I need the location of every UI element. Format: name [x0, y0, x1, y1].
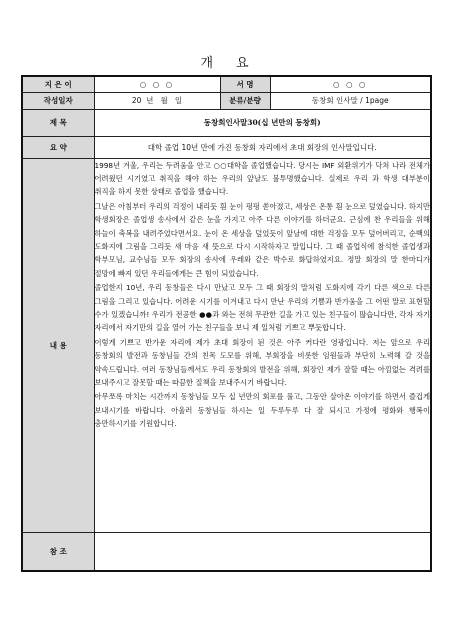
title-right-char: 요: [236, 56, 250, 71]
content-label: 내 용: [22, 158, 94, 532]
date-value: 20 년 월 일: [94, 92, 220, 109]
summary-label: 요 약: [22, 136, 94, 158]
content-paragraph: 이렇게 기쁘고 반가운 자리에 제가 초대 회장이 된 것은 아주 커다란 영광입니다. 저는 앞으로 우리 동창회의 발전과 동창님들 간의 친목 도모를 위해, 부회장을 비롯한 임원들과 부단히 노력해 갈 것을 약속드립니다. 여러 동창님들께서도 우리 동창회의 발전을 위해, 회장인 제가 잘할 때는 아낌없는 격려를 보내주시고 잘못할 때는 따끔한 질책을 보내주시기 바랍니다.: [94, 337, 430, 387]
title-left-char: 개: [200, 56, 214, 71]
content-paragraph: 1998년 겨울, 우리는 두려움을 안고 ○○대학을 졸업했습니다. 당시는 IMF 외환위기가 닥쳐 나라 전체가 어려웠던 시기였고 취직을 해야 하는 우리의 앞날도 불투명했습니다. 실제로 우리 과 학생 대부분이 취직을 하지 못한 상태로 졸업을 했습니다.: [94, 160, 430, 197]
summary-form-table: [21, 75, 432, 572]
category-label: 분류/분량: [220, 92, 270, 109]
category-value: 동창회 인사말 / 1page: [270, 92, 431, 109]
author-row: [22, 76, 431, 92]
author-value: ○ ○ ○: [94, 76, 220, 92]
subject-value: 동창회인사말30(십 년만의 동창회): [94, 109, 431, 136]
subject-row: [22, 109, 431, 136]
date-label: 작성일자: [22, 92, 94, 109]
content-row: [22, 158, 431, 532]
date-row: [22, 92, 431, 109]
content-paragraph: 아무쪼록 마치는 시간까지 동창님들 모두 십 년만의 회포를 풀고, 그동안 살아온 이야기를 하면서 즐겁게 보내시기를 바랍니다. 아울러 동창님들 하시는 일 두루두루 다 잘 되시고 가정에 평화와 행복이 충만하시기를 기원합니다.: [94, 392, 430, 429]
signature-label: 서 명: [220, 76, 270, 92]
content-paragraph: 졸업한지 10년, 우리 동창들은 다시 만났고 모두 그 때 회장의 말처럼 도화지에 각기 다른 색으로 다른 그림을 그리고 있습니다. 어려운 시기를 이겨내고 다시 만난 우리의 기쁨과 반가움을 그 어떤 말로 표현할 수가 있겠습니까! 우리가 전공한 ●●과 와는 전혀 무관한 길을 가고 있는 친구들이 많습니다만, 각자 자기 자리에서 자기만의 길을 열어 가는 친구들을 보니 제 일처럼 기쁘고 뿌듯합니다.: [94, 283, 430, 333]
signature-value: ○ ○ ○: [270, 76, 431, 92]
author-label: 지 은 이: [22, 76, 94, 92]
summary-value: 대학 졸업 10년 만에 가진 동창회 자리에서 초대 회장의 인사말입니다.: [94, 136, 431, 158]
summary-row: [22, 136, 431, 158]
content-paragraph: 그날은 아침부터 우리의 걱정이 내리듯 흰 눈이 펑펑 쏟아졌고, 세상은 온통 흰 눈으로 덮였습니다. 하지만 학생회장은 졸업생 송사에서 같은 눈을 가지고 아주 다른 이야기를 하더군요. 근심에 찬 우리들을 위해 하늘이 축복을 내려주었다면서요. 눈이 온 세상을 덮었듯이 앞날에 대한 걱정을 모두 덮어버리고, 순백의 도화지에 그림을 그리듯 새 마음 새 뜻으로 다시 시작하자고 말입니다. 그 때 졸업식에 참석한 졸업생과 학부모님, 교수님들 모두 회장의 송사에 우레와 같은 박수로 화답하였지요. 정말 회장의 말 한마디가 절망에 빠져 있던 우리들에게는 큰 힘이 되었습니다.: [94, 201, 430, 278]
subject-label: 제 목: [22, 109, 94, 136]
reference-value: [94, 532, 431, 571]
reference-row: [22, 532, 431, 571]
page-title: [0, 52, 450, 71]
reference-label: 참 조: [22, 532, 94, 571]
content-body: [94, 158, 431, 532]
